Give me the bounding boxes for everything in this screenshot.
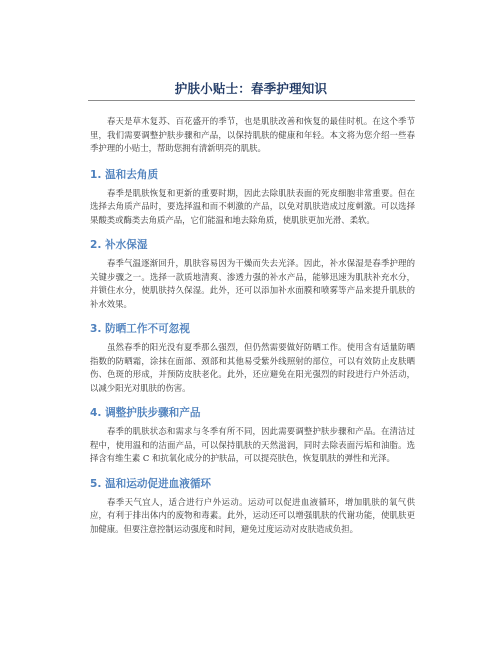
section-heading: 5. 温和运动促进血液循环 [90, 477, 212, 490]
title-divider [88, 100, 415, 101]
intro-paragraph: 春天是草木复苏、百花盛开的季节，也是肌肤改善和恢复的最佳时机。在这个季节里，我们需要调整护肤步骤和产品，以保持肌肤的健康和年轻。本文将为您介绍一些春季护理的小贴士，帮助您拥有清新明亮的肌肤。 [90, 116, 415, 153]
section-sun-protection [90, 322, 415, 395]
section-paragraph: 春季天气宜人，适合进行户外运动。运动可以促进血液循环，增加肌肤的氧气供应，有利于排出体内的废物和毒素。此外，运动还可以增强肌肤的代谢功能，使肌肤更加健康。但要注意控制运动强度和时间，避免过度运动对皮肤造成负担。 [90, 496, 415, 534]
section-paragraph: 虽然春季的阳光没有夏季那么强烈，但仍然需要做好防晒工作。使用含有适量防晒指数的防晒霜，涂抹在面部、颈部和其他易受紫外线照射的部位，可以有效防止皮肤晒伤、色斑的形成，并预防皮肤老化。此外，还应避免在阳光强烈的时段进行户外活动，以减少阳光对肌肤的伤害。 [90, 342, 415, 393]
section-paragraph: 春季气温逐渐回升，肌肤容易因为干燥而失去光泽。因此，补水保湿是春季护理的关键步骤之一。选择一款质地清爽、渗透力强的补水产品，能够迅速为肌肤补充水分，并锁住水分，使肌肤持久保湿。此外，还可以添加补水面膜和喷雾等产品来提升肌肤的补水效果。 [90, 258, 415, 309]
section-heading: 1. 温和去角质 [90, 168, 159, 181]
section-paragraph: 春季的肌肤状态和需求与冬季有所不同，因此需要调整护肤步骤和产品。在清洁过程中，使用温和的洁面产品，可以保持肌肤的天然滋润，同时去除表面污垢和油脂。选择含有维生素 C 和抗氧化成分的护肤品，可以提亮肤色，恢复肌肤的弹性和光泽。 [90, 426, 415, 463]
section-heading: 3. 防晒工作不可忽视 [90, 323, 190, 335]
section-exfoliation [90, 168, 415, 228]
section-paragraph: 春季是肌肤恢复和更新的重要时期，因此去除肌肤表面的死皮细胞非常重要。但在选择去角质产品时，要选择温和而不刺激的产品，以免对肌肤造成过度刺激。可以选择果酸类或酶类去角质产品，它们能温和地去除角质，使肌肤更加光滑、柔软。 [90, 187, 415, 225]
section-adjust-routine [90, 406, 415, 466]
section-hydration [90, 238, 415, 311]
section-heading: 2. 补水保湿 [90, 239, 148, 251]
document-body [90, 115, 415, 547]
document-title: 护肤小贴士：春季护理知识 [174, 81, 328, 96]
section-heading: 4. 调整护肤步骤和产品 [90, 407, 201, 419]
section-exercise [90, 477, 415, 537]
